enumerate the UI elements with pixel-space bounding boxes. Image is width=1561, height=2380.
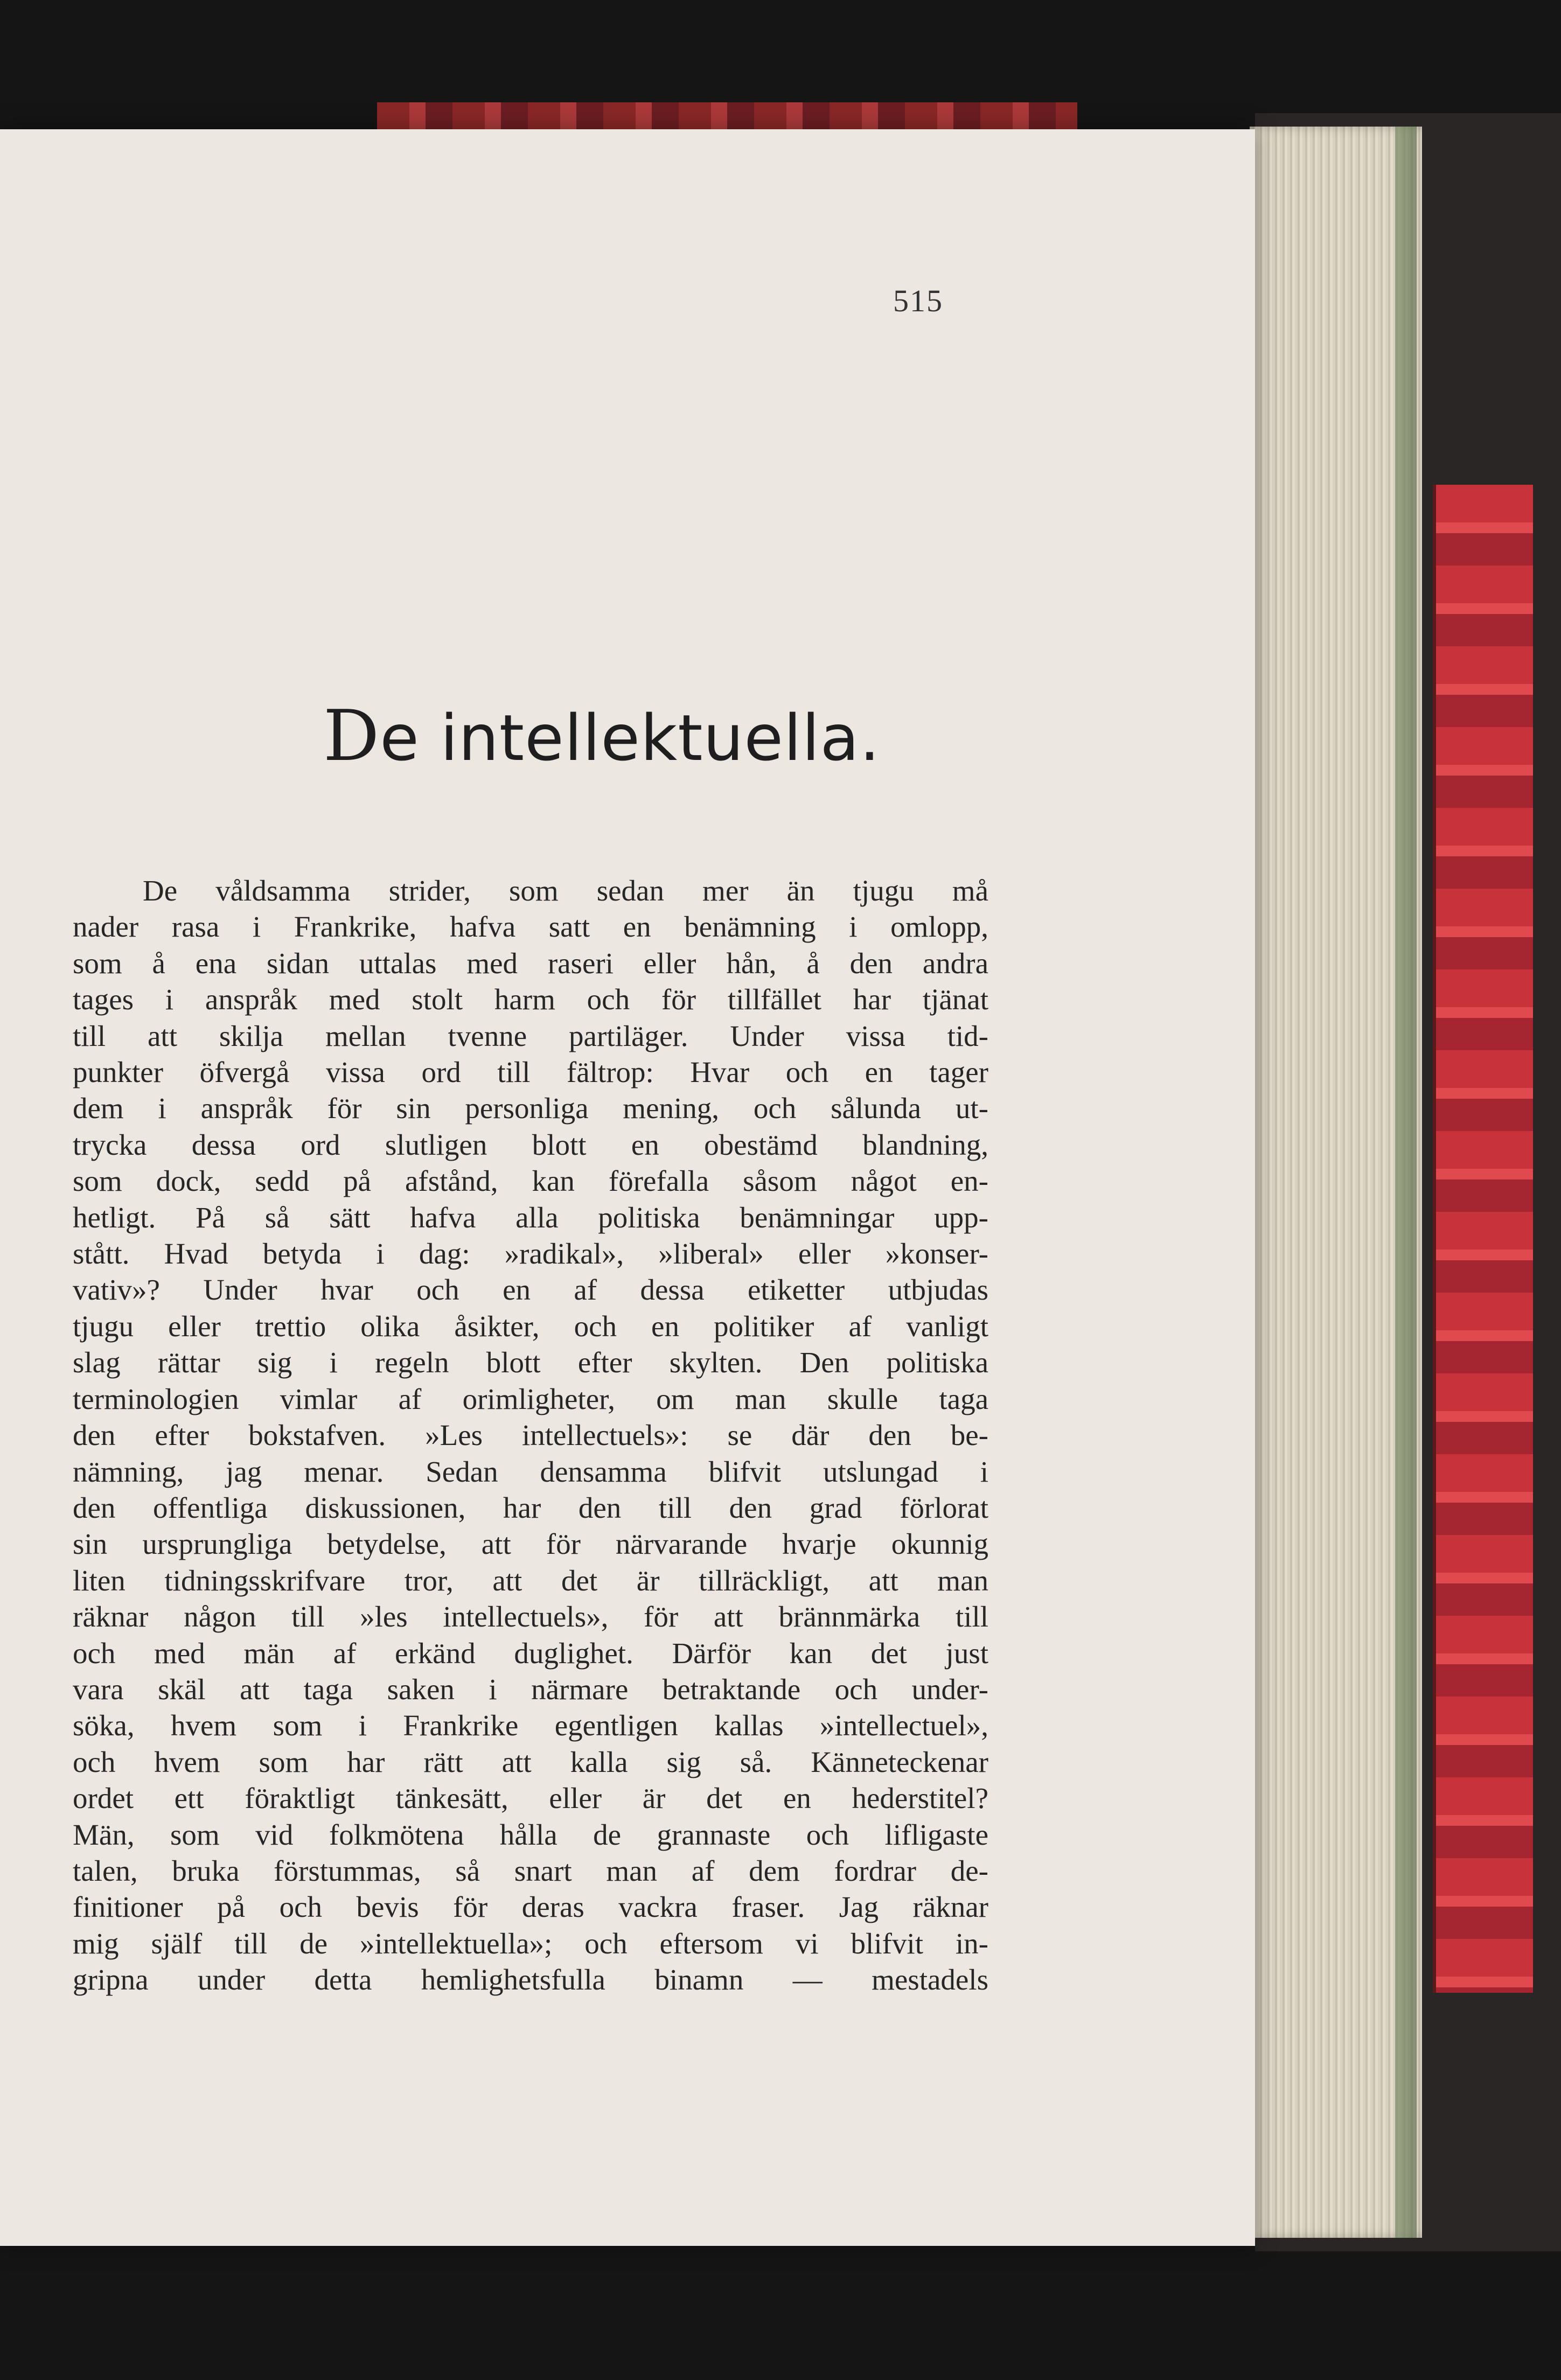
text-line: vativ»? Under hvar och en af dessa etiketter utbjudas xyxy=(73,1273,988,1307)
text-line: punkter öfvergå vissa ord till fältrop: Hvar och en tager xyxy=(73,1056,988,1089)
text-line: som dock, sedd på afstånd, kan förefalla såsom något en- xyxy=(73,1164,988,1198)
text-line: liten tidningsskrifvare tror, att det är tillräckligt, att man xyxy=(73,1564,988,1597)
text-line: ordet ett föraktligt tänkesätt, eller är det en hederstitel? xyxy=(73,1782,988,1815)
spine-shadow xyxy=(1395,127,1417,2238)
text-line: och med män af erkänd duglighet. Därför kan det just xyxy=(73,1636,988,1670)
text-line: dem i anspråk för sin personliga mening, och sålunda ut- xyxy=(73,1092,988,1125)
text-line: den efter bokstafven. »Les intellectuels»: se där den be- xyxy=(73,1419,988,1452)
body-text xyxy=(73,873,988,1998)
marbled-cover-edge xyxy=(1433,485,1533,1993)
text-line: nader rasa i Frankrike, hafva satt en benämning i omlopp, xyxy=(73,910,988,944)
text-line: tages i anspråk med stolt harm och för tillfället har tjänat xyxy=(73,983,988,1016)
chapter-title xyxy=(323,695,916,777)
text-line: nämning, jag menar. Sedan densamma blifvit utslungad i xyxy=(73,1455,988,1488)
title-text: e intellektuella. xyxy=(380,701,881,775)
text-line: hetligt. På så sätt hafva alla politiska benämningar upp- xyxy=(73,1201,988,1234)
text-line: tjugu eller trettio olika åsikter, och en politiker af vanligt xyxy=(73,1309,988,1343)
title-initial: D xyxy=(323,695,380,777)
text-line: den offentliga diskussionen, har den till den grad förlorat xyxy=(73,1491,988,1524)
text-line: talen, bruka förstummas, så snart man af dem fordrar de- xyxy=(73,1854,988,1887)
text-line: söka, hvem som i Frankrike egentligen kallas »intellectuel», xyxy=(73,1709,988,1742)
page-number: 515 xyxy=(893,283,943,318)
text-line: mig själf till de »intellektuella»; och eftersom vi blifvit in- xyxy=(73,1927,988,1960)
text-line: och hvem som har rätt att kalla sig så. Känneteckenar xyxy=(73,1745,988,1778)
text-line: vara skäl att taga saken i närmare betraktande och under- xyxy=(73,1672,988,1706)
text-line: räknar någon till »les intellectuels», för att brännmärka till xyxy=(73,1600,988,1634)
text-line: slag rättar sig i regeln blott efter skylten. Den politiska xyxy=(73,1346,988,1379)
text-line: De våldsamma strider, som sedan mer än tjugu må xyxy=(143,874,988,907)
text-line: trycka dessa ord slutligen blott en obestämd blandning, xyxy=(73,1128,988,1161)
text-line: sin ursprungliga betydelse, att för närvarande hvarje okunnig xyxy=(73,1527,988,1561)
text-line: till att skilja mellan tvenne partiläger. Under vissa tid- xyxy=(73,1019,988,1052)
text-line: stått. Hvad betyda i dag: »radikal», »liberal» eller »konser- xyxy=(73,1237,988,1271)
text-line: Män, som vid folkmötena hålla de grannaste och lifligaste xyxy=(73,1818,988,1851)
page-stack-edge xyxy=(1250,127,1422,2238)
text-line: finitioner på och bevis för deras vackra fraser. Jag räknar xyxy=(73,1890,988,1924)
text-line: som å ena sidan uttalas med raseri eller hån, å den andra xyxy=(73,946,988,980)
text-line: terminologien vimlar af orimligheter, om man skulle taga xyxy=(73,1382,988,1415)
text-line: gripna under detta hemlighetsfulla binamn — mestadels xyxy=(73,1963,988,1997)
